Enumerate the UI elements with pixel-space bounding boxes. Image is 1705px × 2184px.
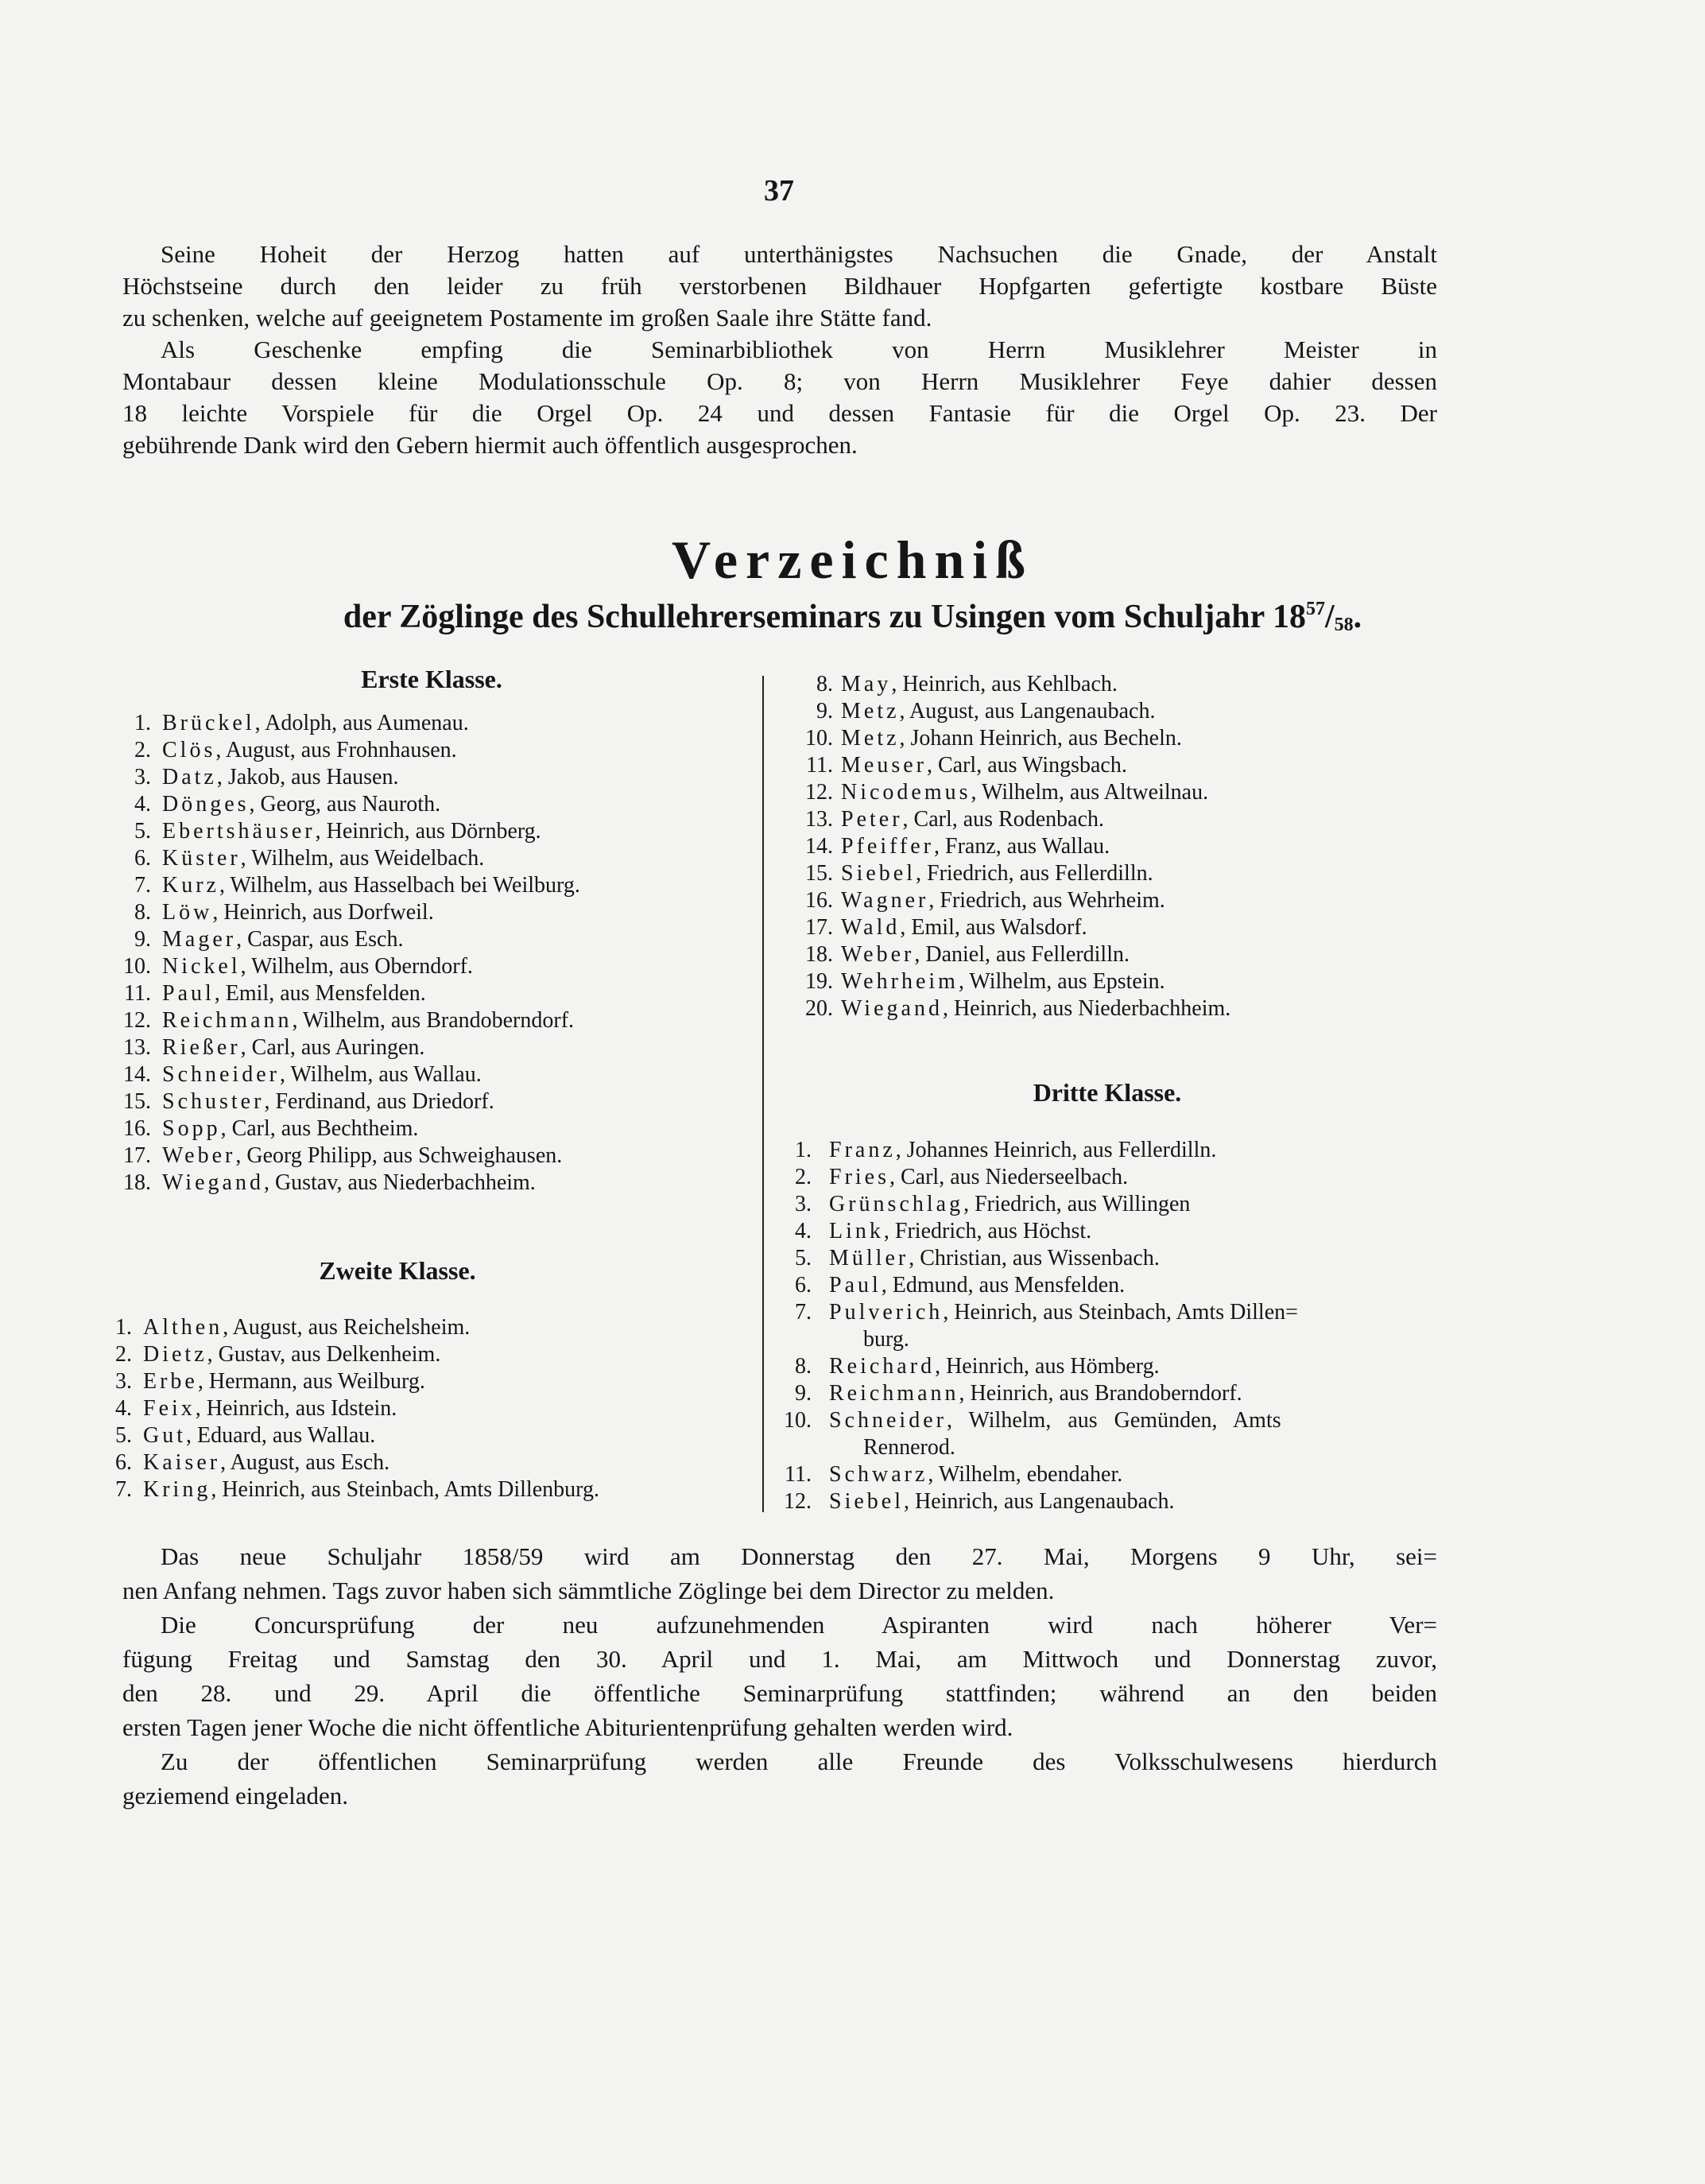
list-item bbox=[87, 1476, 599, 1503]
list-item bbox=[763, 1164, 1423, 1191]
list-zweite-klasse-continued bbox=[771, 671, 1230, 1022]
list-item bbox=[771, 941, 1230, 968]
entry-details: , Wilhelm, aus Oberndorf. bbox=[240, 954, 473, 979]
entry-number: 3. bbox=[134, 765, 151, 789]
list-item bbox=[771, 887, 1230, 914]
list-item bbox=[771, 968, 1230, 995]
list-item bbox=[771, 779, 1230, 806]
entry-surname: Metz bbox=[841, 726, 900, 751]
entry-number: 3. bbox=[795, 1192, 812, 1216]
list-item bbox=[103, 1061, 580, 1088]
text-line: Montabaur dessen kleine Modulationsschule Op. 8; von Herrn Musiklehrer Feye dahier dessen bbox=[122, 367, 1437, 395]
list-erste-klasse bbox=[103, 710, 580, 1197]
entry-surname: Link bbox=[829, 1219, 884, 1243]
text-line: Die Concursprüfung der neu aufzunehmenden Aspiranten wird nach höherer Ver= bbox=[161, 1611, 1437, 1639]
entry-surname: Pulverich bbox=[829, 1300, 944, 1325]
list-item bbox=[103, 764, 580, 791]
entry-number: 17. bbox=[805, 915, 833, 940]
entry-surname: Kring bbox=[143, 1477, 211, 1502]
entry-number: 15. bbox=[123, 1089, 151, 1114]
entry-details: , Georg Philipp, aus Schweighausen. bbox=[235, 1143, 563, 1168]
entry-details: , Wilhelm, aus Altweilnau. bbox=[971, 780, 1209, 805]
entry-number: 13. bbox=[123, 1035, 151, 1060]
entry-surname: Schneider bbox=[162, 1062, 280, 1087]
entry-number: 15. bbox=[805, 861, 833, 886]
entry-details: , Heinrich, aus Niederbachheim. bbox=[942, 996, 1231, 1021]
entry-details: , Carl, aus Rodenbach. bbox=[902, 807, 1105, 832]
entry-number: 8. bbox=[795, 1354, 812, 1379]
entry-surname: Reichmann bbox=[829, 1381, 959, 1406]
entry-number: 2. bbox=[134, 738, 151, 762]
document-subtitle bbox=[0, 598, 1705, 636]
closing-paragraph bbox=[122, 1539, 1437, 1813]
entry-surname: Datz bbox=[162, 765, 217, 789]
list-item bbox=[103, 1007, 580, 1034]
entry-surname: Schuster bbox=[162, 1089, 265, 1114]
entry-number: 11. bbox=[124, 981, 151, 1006]
entry-details: , Edmund, aus Mensfelden. bbox=[881, 1273, 1126, 1298]
list-item bbox=[103, 1142, 580, 1170]
entry-number: 10. bbox=[805, 726, 833, 751]
entry-number: 14. bbox=[805, 834, 833, 859]
text-line: 18 leichte Vorspiele für die Orgel Op. 24 und dessen Fantasie für die Orgel Op. 23. Der bbox=[122, 399, 1437, 427]
text-line: Zu der öffentlichen Seminarprüfung werden alle Freunde des Volksschulwesens hierdurch bbox=[161, 1748, 1437, 1775]
subtitle-year-sup: 57 bbox=[1305, 599, 1325, 619]
entry-details: , Ferdinand, aus Driedorf. bbox=[264, 1089, 494, 1114]
entry-number: 5. bbox=[115, 1423, 132, 1448]
entry-number: 18. bbox=[123, 1170, 151, 1195]
text-line: den 28. und 29. April die öffentliche Seminarprüfung stattfinden; während an den beiden bbox=[122, 1679, 1437, 1707]
entry-number: 17. bbox=[123, 1143, 151, 1168]
entry-surname: Peter bbox=[841, 807, 903, 832]
list-item bbox=[771, 914, 1230, 941]
entry-details: , Hermann, aus Weilburg. bbox=[197, 1369, 425, 1394]
entry-details: , Heinrich, aus Kehlbach. bbox=[891, 672, 1118, 696]
entry-number: 20. bbox=[805, 996, 833, 1021]
entry-number: 4. bbox=[795, 1219, 812, 1243]
page-number: 37 bbox=[764, 174, 794, 208]
entry-details: , Wilhelm, aus Wallau. bbox=[279, 1062, 482, 1087]
text-line: Höchstseine durch den leider zu früh verstorbenen Bildhauer Hopfgarten gefertigte kostbare Büste bbox=[122, 272, 1437, 300]
entry-number: 3. bbox=[115, 1369, 132, 1394]
entry-details: , Friedrich, aus Wehrheim. bbox=[928, 888, 1165, 913]
entry-number: 18. bbox=[805, 942, 833, 967]
entry-surname: Reichard bbox=[829, 1354, 936, 1379]
entry-surname: Wagner bbox=[841, 888, 929, 913]
entry-details: , Wilhelm, aus Brandoberndorf. bbox=[292, 1008, 575, 1033]
subtitle-end: . bbox=[1353, 599, 1362, 635]
document-title: Verzeichniß bbox=[671, 530, 1033, 590]
entry-continuation: burg. bbox=[863, 1327, 909, 1352]
entry-surname: Dietz bbox=[143, 1342, 207, 1367]
entry-surname: Metz bbox=[841, 699, 900, 723]
list-item bbox=[763, 1407, 1423, 1434]
entry-number: 5. bbox=[795, 1246, 812, 1270]
entry-details: , Carl, aus Auringen. bbox=[240, 1035, 425, 1060]
entry-details: , Heinrich, aus Brandoberndorf. bbox=[959, 1381, 1242, 1406]
entry-surname: Löw bbox=[162, 900, 213, 925]
entry-surname: Kurz bbox=[162, 873, 219, 898]
list-item bbox=[771, 860, 1230, 887]
entry-surname: Fries bbox=[829, 1165, 889, 1189]
entry-surname: Weber bbox=[841, 942, 915, 967]
entry-surname: Meuser bbox=[841, 753, 927, 778]
entry-surname: Althen bbox=[143, 1315, 223, 1340]
entry-details: , August, aus Esch. bbox=[220, 1450, 390, 1475]
entry-surname: Gut bbox=[143, 1423, 186, 1448]
entry-surname: Paul bbox=[162, 981, 215, 1006]
entry-number: 10. bbox=[784, 1408, 812, 1433]
text-line: Seine Hoheit der Herzog hatten auf unterthänigstes Nachsuchen die Gnade, der Anstalt bbox=[161, 240, 1437, 268]
list-item bbox=[87, 1395, 599, 1422]
entry-details: , Friedrich, aus Höchst. bbox=[883, 1219, 1092, 1243]
heading-dritte-klasse: Dritte Klasse. bbox=[1033, 1078, 1182, 1107]
entry-details: , Wilhelm, ebendaher. bbox=[928, 1462, 1123, 1487]
entry-number: 7. bbox=[795, 1300, 812, 1325]
entry-details: , Adolph, aus Aumenau. bbox=[254, 711, 469, 735]
list-item bbox=[763, 1461, 1423, 1488]
list-item bbox=[771, 698, 1230, 725]
entry-number: 1. bbox=[115, 1315, 132, 1340]
entry-details: , Heinrich, aus Idstein. bbox=[195, 1396, 397, 1421]
entry-number: 12. bbox=[805, 780, 833, 805]
entry-number: 11. bbox=[806, 753, 833, 778]
entry-number: 7. bbox=[115, 1477, 132, 1502]
list-item bbox=[87, 1422, 599, 1449]
list-item bbox=[771, 725, 1230, 752]
entry-surname: Wiegand bbox=[162, 1170, 264, 1195]
entry-details: , Carl, aus Niederseelbach. bbox=[889, 1165, 1129, 1189]
entry-surname: Grünschlag bbox=[829, 1192, 964, 1216]
list-item bbox=[103, 926, 580, 953]
entry-details: , Emil, aus Walsdorf. bbox=[900, 915, 1087, 940]
list-item bbox=[103, 710, 580, 737]
entry-details: , Heinrich, aus Steinbach, Amts Dillen= bbox=[943, 1300, 1298, 1325]
list-item bbox=[763, 1245, 1423, 1272]
entry-number: 16. bbox=[123, 1116, 151, 1141]
entry-details: , Friedrich, aus Fellerdilln. bbox=[916, 861, 1153, 886]
entry-number: 4. bbox=[115, 1396, 132, 1421]
entry-surname: Siebel bbox=[841, 861, 916, 886]
entry-surname: Schwarz bbox=[829, 1462, 928, 1487]
entry-surname: Siebel bbox=[829, 1489, 904, 1514]
list-item bbox=[103, 1170, 580, 1197]
entry-number: 6. bbox=[134, 846, 151, 871]
entry-number: 9. bbox=[816, 699, 833, 723]
text-line: fügung Freitag und Samstag den 30. April und 1. Mai, am Mittwoch und Donnerstag zuvor, bbox=[122, 1645, 1437, 1673]
entry-continuation: Rennerod. bbox=[863, 1435, 955, 1460]
list-item bbox=[763, 1191, 1423, 1218]
entry-number: 5. bbox=[134, 819, 151, 844]
subtitle-year-sub: 58 bbox=[1334, 615, 1354, 635]
subtitle-slash: / bbox=[1324, 599, 1335, 635]
entry-surname: Schneider bbox=[829, 1408, 947, 1433]
list-item bbox=[763, 1137, 1423, 1164]
text-line: Das neue Schuljahr 1858/59 wird am Donnerstag den 27. Mai, Morgens 9 Uhr, sei= bbox=[161, 1542, 1437, 1570]
entry-details: , Heinrich, aus Steinbach, Amts Dillenburg. bbox=[211, 1477, 599, 1502]
entry-surname: Dönges bbox=[162, 792, 250, 817]
entry-surname: Kaiser bbox=[143, 1450, 221, 1475]
entry-surname: Nickel bbox=[162, 954, 241, 979]
list-item bbox=[103, 1115, 580, 1142]
list-item bbox=[771, 806, 1230, 833]
list-item bbox=[103, 737, 580, 764]
list-item bbox=[771, 671, 1230, 698]
entry-details: , Heinrich, aus Hömberg. bbox=[935, 1354, 1160, 1379]
entry-surname: Müller bbox=[829, 1246, 909, 1270]
entry-number: 1. bbox=[795, 1138, 812, 1162]
entry-surname: May bbox=[841, 672, 892, 696]
entry-number: 6. bbox=[795, 1273, 812, 1298]
entry-details: , Carl, aus Wingsbach. bbox=[926, 753, 1127, 778]
entry-details: , Eduard, aus Wallau. bbox=[186, 1423, 376, 1448]
entry-surname: Paul bbox=[829, 1273, 882, 1298]
entry-surname: Rießer bbox=[162, 1035, 241, 1060]
entry-details: , Heinrich, aus Dörnberg. bbox=[315, 819, 541, 844]
list-item bbox=[87, 1314, 599, 1341]
list-item bbox=[103, 818, 580, 845]
list-item bbox=[771, 752, 1230, 779]
list-item bbox=[87, 1449, 599, 1476]
list-item bbox=[103, 899, 580, 926]
entry-surname: Nicodemus bbox=[841, 780, 971, 805]
entry-details: , Johann Heinrich, aus Becheln. bbox=[899, 726, 1182, 751]
entry-details: , August, aus Reichelsheim. bbox=[223, 1315, 471, 1340]
entry-number: 19. bbox=[805, 969, 833, 994]
entry-surname: Reichmann bbox=[162, 1008, 293, 1033]
subtitle-text: der Zöglinge des Schullehrerseminars zu Usingen vom Schuljahr 18 bbox=[343, 599, 1306, 635]
list-item bbox=[763, 1380, 1423, 1407]
list-item bbox=[763, 1272, 1423, 1299]
entry-number: 10. bbox=[123, 954, 151, 979]
entry-surname: Wald bbox=[841, 915, 901, 940]
entry-details: , August, aus Langenaubach. bbox=[899, 699, 1156, 723]
list-item bbox=[103, 980, 580, 1007]
entry-details: , Gustav, aus Delkenheim. bbox=[207, 1342, 441, 1367]
entry-surname: Weber bbox=[162, 1143, 236, 1168]
entry-details: , Georg, aus Nauroth. bbox=[249, 792, 441, 817]
entry-details: , Gustav, aus Niederbachheim. bbox=[263, 1170, 536, 1195]
entry-surname: Sopp bbox=[162, 1116, 221, 1141]
entry-number: 9. bbox=[795, 1381, 812, 1406]
list-item bbox=[763, 1488, 1423, 1515]
entry-details: , Franz, aus Wallau. bbox=[934, 834, 1110, 859]
entry-details: , Wilhelm, aus Hasselbach bei Weilburg. bbox=[219, 873, 580, 898]
text-line: gebührende Dank wird den Gebern hiermit auch öffentlich ausgesprochen. bbox=[122, 431, 858, 459]
list-item bbox=[763, 1299, 1423, 1326]
entry-number: 6. bbox=[115, 1450, 132, 1475]
entry-number: 7. bbox=[134, 873, 151, 898]
list-item bbox=[87, 1341, 599, 1368]
entry-surname: Clös bbox=[162, 738, 216, 762]
entry-surname: Brückel bbox=[162, 711, 255, 735]
entry-details: , Wilhelm, aus Epstein. bbox=[958, 969, 1165, 994]
entry-number: 2. bbox=[795, 1165, 812, 1189]
entry-details: , Carl, aus Bechtheim. bbox=[220, 1116, 419, 1141]
entry-number: 11. bbox=[785, 1462, 812, 1487]
entry-details: , Caspar, aus Esch. bbox=[236, 927, 404, 952]
list-item bbox=[103, 845, 580, 872]
entry-surname: Wiegand bbox=[841, 996, 943, 1021]
intro-paragraph bbox=[122, 239, 1437, 461]
text-line: nen Anfang nehmen. Tags zuvor haben sich sämmtliche Zöglinge bei dem Director zu melden. bbox=[122, 1577, 1055, 1604]
entry-number: 12. bbox=[784, 1489, 812, 1514]
entry-surname: Franz bbox=[829, 1138, 896, 1162]
entry-surname: Pfeiffer bbox=[841, 834, 934, 859]
entry-number: 4. bbox=[134, 792, 151, 817]
list-item bbox=[771, 833, 1230, 860]
entry-details: , Jakob, aus Hausen. bbox=[216, 765, 399, 789]
heading-zweite-klasse: Zweite Klasse. bbox=[319, 1256, 476, 1285]
entry-surname: Erbe bbox=[143, 1369, 198, 1394]
list-item bbox=[763, 1218, 1423, 1245]
entry-surname: Mager bbox=[162, 927, 237, 952]
entry-details: , Heinrich, aus Dorfweil. bbox=[212, 900, 434, 925]
entry-details: , Heinrich, aus Langenaubach. bbox=[904, 1489, 1175, 1514]
entry-surname: Küster bbox=[162, 846, 241, 871]
text-line: zu schenken, welche auf geeignetem Postamente im großen Saale ihre Stätte fand. bbox=[122, 304, 932, 332]
list-item bbox=[763, 1353, 1423, 1380]
entry-details: , August, aus Frohnhausen. bbox=[215, 738, 457, 762]
list-item bbox=[103, 1034, 580, 1061]
entry-number: 13. bbox=[805, 807, 833, 832]
list-zweite-klasse bbox=[87, 1314, 599, 1503]
entry-surname: Feix bbox=[143, 1396, 196, 1421]
entry-details: , Friedrich, aus Willingen bbox=[963, 1192, 1191, 1216]
list-item bbox=[87, 1368, 599, 1395]
entry-number: 16. bbox=[805, 888, 833, 913]
entry-details: , Wilhelm, aus Weidelbach. bbox=[240, 846, 485, 871]
entry-details: , Daniel, aus Fellerdilln. bbox=[914, 942, 1130, 967]
text-line: Als Geschenke empfing die Seminarbibliothek von Herrn Musiklehrer Meister in bbox=[161, 336, 1437, 363]
entry-number: 8. bbox=[816, 672, 833, 696]
heading-erste-klasse: Erste Klasse. bbox=[361, 665, 502, 693]
entry-surname: Wehrheim bbox=[841, 969, 959, 994]
list-item bbox=[103, 872, 580, 899]
text-line: ersten Tagen jener Woche die nicht öffentliche Abiturientenprüfung gehalten werden wird. bbox=[122, 1713, 1013, 1741]
entry-details: , Christian, aus Wissenbach. bbox=[909, 1246, 1160, 1270]
list-item bbox=[103, 1088, 580, 1115]
entry-details: , Johannes Heinrich, aus Fellerdilln. bbox=[895, 1138, 1217, 1162]
entry-details: , Wilhelm, aus Gemünden, Amts bbox=[946, 1408, 1281, 1433]
entry-number: 12. bbox=[123, 1008, 151, 1033]
entry-number: 1. bbox=[134, 711, 151, 735]
text-line: geziemend eingeladen. bbox=[122, 1782, 349, 1810]
list-item bbox=[103, 791, 580, 818]
list-dritte-klasse bbox=[763, 1137, 1523, 1515]
entry-number: 8. bbox=[134, 900, 151, 925]
entry-details: , Emil, aus Mensfelden. bbox=[214, 981, 426, 1006]
entry-number: 9. bbox=[134, 927, 151, 952]
list-item bbox=[103, 953, 580, 980]
entry-surname: Ebertshäuser bbox=[162, 819, 316, 844]
entry-number: 14. bbox=[123, 1062, 151, 1087]
list-item bbox=[771, 995, 1230, 1022]
entry-number: 2. bbox=[115, 1342, 132, 1367]
